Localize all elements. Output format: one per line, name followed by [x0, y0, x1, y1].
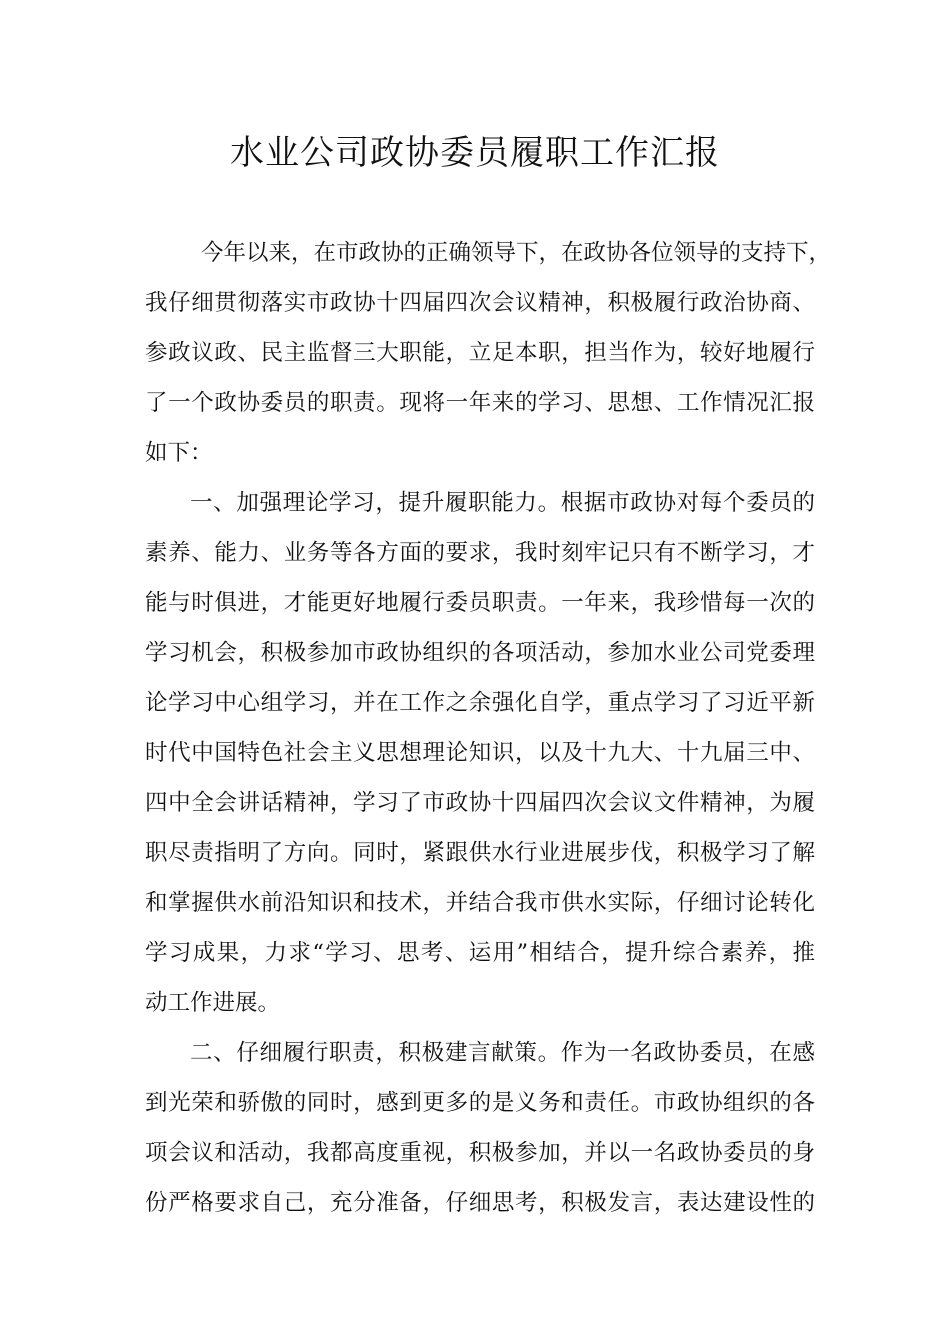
text-line: 到光荣和骄傲的同时，感到更多的是义务和责任。市政协组织的各 — [145, 1090, 815, 1116]
text-line: 如下： — [145, 440, 213, 466]
text-line: 我仔细贯彻落实市政协十四届四次会议精神，积极履行政治协商、 — [145, 290, 815, 316]
text-line: 今年以来，在市政协的正确领导下，在政协各位领导的支持下， — [201, 240, 832, 266]
text-line: 学习成果，力求“学习、思考、运用”相结合，提升综合素养，推 — [145, 940, 815, 966]
text-line: 时代中国特色社会主义思想理论知识，以及十九大、十九届三中、 — [145, 740, 815, 766]
text-line: 动工作进展。 — [145, 990, 281, 1016]
text-line: 项会议和活动，我都高度重视，积极参加，并以一名政协委员的身 — [145, 1140, 815, 1166]
document-title: 水业公司政协委员履职工作汇报 — [230, 133, 720, 173]
text-line: 论学习中心组学习，并在工作之余强化自学，重点学习了习近平新 — [145, 690, 815, 716]
text-line: 学习机会，积极参加市政协组织的各项活动，参加水业公司党委理 — [145, 640, 815, 666]
text-line: 参政议政、民主监督三大职能，立足本职，担当作为，较好地履行 — [145, 340, 815, 366]
text-line: 能与时俱进，才能更好地履行委员职责。一年来，我珍惜每一次的 — [145, 590, 815, 616]
text-line: 素养、能力、业务等各方面的要求，我时刻牢记只有不断学习，才 — [145, 540, 815, 566]
text-line: 了一个政协委员的职责。现将一年来的学习、思想、工作情况汇报 — [145, 390, 815, 416]
document-body — [145, 228, 832, 1228]
text-line: 四中全会讲话精神，学习了市政协十四届四次会议文件精神，为履 — [145, 790, 815, 816]
text-line: 和掌握供水前沿知识和技术，并结合我市供水实际，仔细讨论转化 — [145, 890, 815, 916]
text-line: 份严格要求自己，充分准备，仔细思考，积极发言，表达建设性的 — [145, 1190, 815, 1216]
text-line: 二、仔细履行职责，积极建言献策。作为一名政协委员，在感 — [190, 1040, 815, 1066]
text-line: 职尽责指明了方向。同时，紧跟供水行业进展步伐，积极学习了解 — [145, 840, 815, 866]
text-line: 一、加强理论学习，提升履职能力。根据市政协对每个委员的 — [190, 490, 815, 516]
